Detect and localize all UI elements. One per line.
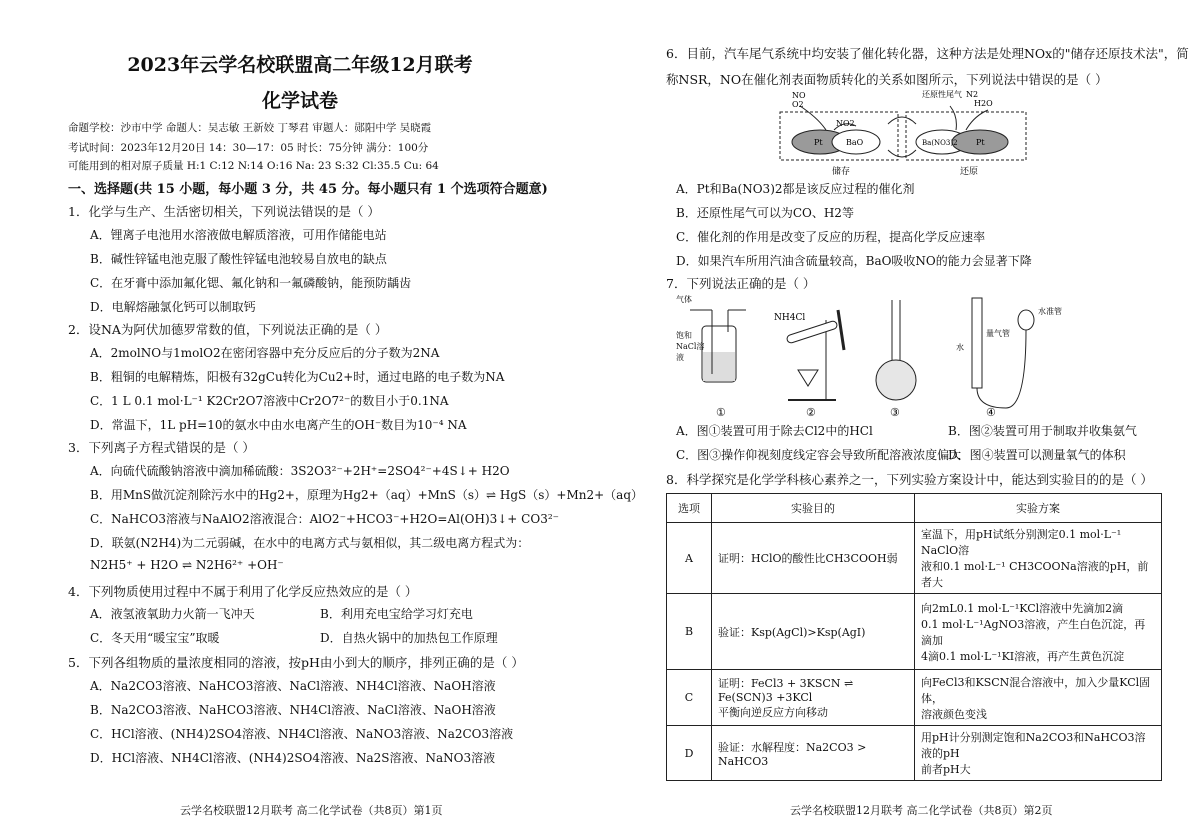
q2-option-d: D．常温下，1L pH=10的氨水中由水电离产生的OH⁻数目为10⁻⁴ NA [90,418,467,432]
q4-option-b: B．利用充电宝给学习灯充电 [320,607,473,621]
q2-option-c: C．1 L 0.1 mol·L⁻¹ K2Cr2O7溶液中Cr2O7²⁻的数目小于0.1NA [90,394,449,408]
q3-option-a: A．向硫代硫酸钠溶液中滴加稀硫酸：3S2O3²⁻+2H⁺=2SO4²⁻+4S↓+ H2O [90,464,510,478]
row-c-plan [915,670,1162,726]
table-header-plan: 实验方案 [915,494,1162,523]
row-c-goal-line-1: 证明：FeCl3 + 3KSCN ⇌ Fe(SCN)3 +3KCl [718,677,854,704]
figure-3-label: ③ [890,406,900,419]
q8-stem: 8．科学探究是化学学科核心素养之一，下列实验方案设计中，能达到实验目的的是（ ） [666,472,1153,487]
row-a-option: A [667,523,712,594]
reducing-gas-label: 还原性尾气 [922,90,962,99]
q1-stem: 1．化学与生产、生活密切相关，下列说法错误的是（ ） [68,204,380,219]
q2-option-a: A．2molNO与1molO2在密闭容器中充分反应后的分子数为2NA [90,346,440,360]
q3-option-d-equation: N2H5⁺ + H2O ⇌ N2H6²⁺ +OH⁻ [90,558,284,572]
water-label: 水 [956,343,964,352]
q4-option-d: D．自热火锅中的加热包工作原理 [320,631,498,645]
row-b-plan-line-2: 0.1 mol·L⁻¹AgNO3溶液，产生白色沉淀，再滴加 [921,617,1146,647]
banoe-label: Ba(NO3)2 [922,139,958,147]
q7-stem: 7．下列说法正确的是（ ） [666,276,816,291]
exam-subtitle: 化学试卷 [261,90,338,112]
nsr-diagram [770,90,1040,178]
q4-stem: 4．下列物质使用过程中不属于利用了化学反应热效应的是（ ） [68,584,418,599]
row-b-plan [915,594,1162,670]
row-c-option: C [667,670,712,726]
info-line-2: 考试时间：2023年12月20日 14：30—17：05 时长：75分钟 满分：100分 [68,142,429,154]
q7-option-a: A．图①装置可用于除去Cl2中的HCl [676,424,873,438]
q2-option-b: B．粗铜的电解精炼，阳极有32gCu转化为Cu2+时，通过电路的电子数为NA [90,370,505,384]
page-footer-2: 云学名校联盟12月联考 高二化学试卷（共8页）第2页 [790,804,1053,817]
bao-label: BaO [846,138,864,147]
row-b-plan-line-3: 4滴0.1 mol·L⁻¹KI溶液，再产生黄色沉淀 [921,649,1125,663]
q5-option-a: A．Na2CO3溶液、NaHCO3溶液、NaCl溶液、NH4Cl溶液、NaOH溶液 [90,679,496,693]
exam-title: 2023年云学名校联盟高二年级12月联考 [127,54,473,76]
q5-option-b: B．Na2CO3溶液、NaHCO3溶液、NH4Cl溶液、NaCl溶液、NaOH溶液 [90,703,496,717]
cycle-arrow-top [888,117,916,124]
figure-1-label: ① [716,406,726,419]
o2-label: O2 [792,100,804,109]
store-caption: 储存 [832,167,851,177]
q6-option-c: C．催化剂的作用是改变了反应的历程，提高化学反应速率 [676,230,986,244]
q3-stem: 3．下列离子方程式错误的是（ ） [68,440,255,455]
info-line-1: 命题学校：沙市中学 命题人：吴志敏 王新姣 丁琴君 审题人：郧阳中学 吴晓霞 [68,122,432,134]
table-row [667,726,1162,781]
q1-option-b: B．碱性锌锰电池克服了酸性锌锰电池较易自放电的缺点 [90,252,387,266]
q3-option-c: C．NaHCO3溶液与NaAlO2溶液混合：AlO2⁻+HCO3⁻+H2O=Al(OH)3↓+ CO3²⁻ [90,512,559,526]
no-label: NO [792,91,806,100]
table-header-goal: 实验目的 [712,494,915,523]
gas-label: 气体 [676,295,692,304]
q5-option-c: C．HCl溶液、(NH4)2SO4溶液、NH4Cl溶液、NaNO3溶液、Na2CO3溶液 [90,727,514,741]
row-a-goal: 证明：HClO的酸性比CH3COOH弱 [712,523,915,594]
info-line-3: 可能用到的相对原子质量 H:1 C:12 N:14 O:16 Na: 23 S:32 Cl:35.5 Cu: 64 [68,160,439,172]
gas-burette [956,298,1062,408]
q7-option-b: B．图②装置可用于制取并收集氨气 [948,424,1137,438]
q4-option-a: A．液氢液氧助力火箭一飞冲天 [90,607,255,621]
table-row [667,670,1162,726]
q5-stem: 5．下列各组物质的量浓度相同的溶液，按pH由小到大的顺序，排列正确的是（ ） [68,655,524,670]
row-b-goal: 验证：Ksp(AgCl)>Ksp(AgI) [712,594,915,670]
q1-option-a: A．锂离子电池用水溶液做电解质溶液，可用作储能电站 [90,228,387,242]
row-b-option: B [667,594,712,670]
q6-stem-line-2: 称NSR，NO在催化剂表面物质转化的关系如图所示，下列说法中错误的是（ ） [666,72,1108,87]
row-d-option: D [667,726,712,781]
table-header-option: 选项 [667,494,712,523]
q7-option-d: D．图④装置可以测量氧气的体积 [948,448,1126,462]
volumetric-flask [876,300,916,400]
h2o-label: H2O [974,99,993,108]
q6-stem-line-1: 6．目前，汽车尾气系统中均安装了催化转化器，这种方法是处理NOx的"储存还原技术法"，简 [666,46,1189,61]
reduce-caption: 还原 [960,167,979,177]
reducing-gas-arrow [950,106,956,130]
row-c-goal-line-2: 平衡向逆反应方向移动 [718,706,828,719]
q3-option-d: D．联氨(N2H4)为二元弱碱，在水中的电离方式与氨相似，其二级电离方程式为： [90,536,530,550]
figure-2-label: ② [806,406,816,419]
saline-label: 饱和NaCl溶液 [676,331,705,362]
row-d-plan-line-1: 用pH计分别测定饱和Na2CO3和NaHCO3溶液的pH [921,731,1146,760]
pt-label: Pt [814,138,823,147]
row-a-plan-line-1: 室温下，用pH试纸分别测定0.1 mol·L⁻¹ NaClO溶 [921,528,1122,557]
row-d-plan [915,726,1162,781]
row-c-goal [712,670,915,726]
row-d-plan-line-2: 前者pH大 [921,763,971,776]
q1-option-d: D．电解熔融氯化钙可以制取钙 [90,300,256,314]
q7-option-c: C．图③操作仰视刻度线定容会导致所配溶液浓度偏大 [676,448,962,462]
section-heading: 一、选择题(共 15 小题，每小题 3 分，共 45 分。每小题只有 1 个选项符合题意) [68,182,548,197]
table-row [667,594,1162,670]
q5-option-d: D．HCl溶液、NH4Cl溶液、(NH4)2SO4溶液、Na2S溶液、NaNO3溶液 [90,751,496,765]
q3-option-b: B．用MnS做沉淀剂除污水中的Hg2+，原理为Hg2+（aq）+MnS（s）⇌ HgS（s）+Mn2+（aq） [90,488,644,502]
row-b-plan-line-1: 向2mL0.1 mol·L⁻¹KCl溶液中先滴加2滴 [921,601,1124,615]
row-a-plan [915,523,1162,594]
q4-option-c: C．冬天用“暖宝宝”取暖 [90,631,220,645]
product-arrow [966,110,988,130]
gauge-label: 量气管 [986,329,1010,338]
q6-option-b: B．还原性尾气可以为CO、H2等 [676,206,854,220]
level-label: 水准管 [1038,307,1062,316]
row-a-plan-line-2: 液和0.1 mol·L⁻¹ CH3COONa溶液的pH，前者大 [921,560,1149,589]
row-d-goal: 验证：水解程度：Na2CO3 > NaHCO3 [712,726,915,781]
no-arrow [800,106,826,130]
row-c-plan-line-2: 溶液颜色变浅 [921,707,987,721]
table-row [667,523,1162,594]
row-c-plan-line-1: 向FeCl3和KSCN混合溶液中，加入少量KCl固体， [921,675,1151,705]
q6-option-a: A．Pt和Ba(NO3)2都是该反应过程的催化剂 [676,182,915,196]
pt2-label: Pt [976,138,985,147]
cycle-arrow-bottom [888,150,916,157]
no2-label: NO2 [836,119,855,128]
n2-label: N2 [966,90,979,99]
table-header-row [667,494,1162,523]
q2-stem: 2．设NA为阿伏加德罗常数的值，下列说法正确的是（ ） [68,322,388,337]
nh4cl-label: NH4Cl [774,313,806,323]
q7-apparatus [676,290,1066,420]
page-footer-1: 云学名校联盟12月联考 高二化学试卷（共8页）第1页 [180,804,443,817]
q1-option-c: C．在牙膏中添加氟化锶、氟化钠和一氟磷酸钠，能预防龋齿 [90,276,412,290]
experiment-table [666,493,1162,781]
ammonia-setup [774,310,844,400]
figure-4-label: ④ [986,406,996,419]
q6-option-d: D．如果汽车所用汽油含硫量较高，BaO吸收NO的能力会显著下降 [676,254,1032,268]
